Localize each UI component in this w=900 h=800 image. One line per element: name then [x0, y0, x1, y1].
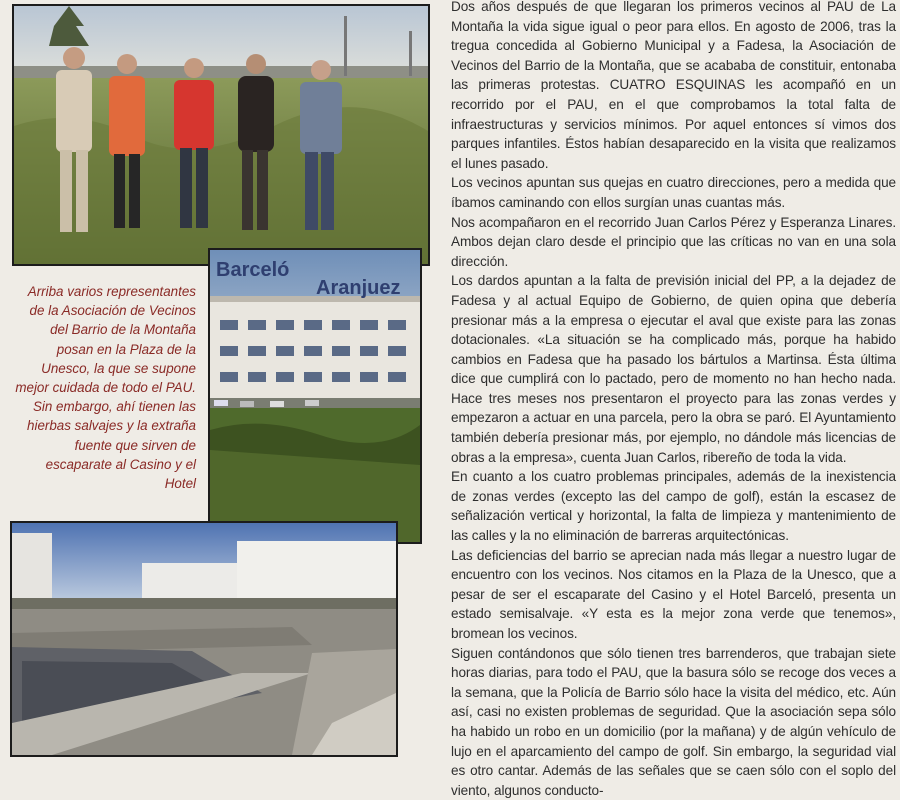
- article-body: [451, 0, 896, 798]
- hotel-photo: [208, 248, 422, 544]
- photo-caption: Arriba varios representantes de la Asociación de Vecinos del Barrio de la Montaña posan en la Plaza de la Unesco, la que se supone mejor cuidada de todo el PAU. Sin embargo, ahí tienen las hierbas salvajes y la extraña fuente que sirven de escaparate al Casino y el Hotel: [15, 284, 196, 492]
- article-paragraph: Las deficiencias del barrio se aprecian nada más llegar a nuestro lugar de encuentro con los vecinos. Nos citamos en la Plaza de la Unesco, que a pesar de ser el escaparate del Casino y el Hotel Barceló, presenta un estado semisalvaje. «Y esta es la mejor zona verde que tenemos», bromean los vecinos.: [451, 547, 896, 641]
- plaza-photo: [10, 521, 398, 757]
- hotel-sign-word2: Aranjuez: [316, 277, 401, 299]
- hotel-sign-word1: Barceló: [216, 259, 290, 281]
- group-photo: [12, 4, 430, 266]
- article-paragraph: Siguen contándonos que sólo tienen tres barrenderos, que trabajan siete horas diarias, para todo el PAU, que la basura sólo se recoge dos veces a la semana, que la Policía de Barrio sólo hace la visita del médico, etc. Aún así, casi no existen problemas de seguridad. Que la asociación sepa sólo ha habido un robo en un domicilio (por la mañana) y de algún vehículo de lujo en el aparcamiento del campo de golf. Sin embargo, la seguridad vial es otro cantar. Además de las señales que se caen sólo con el soplo del viento, algunos conducto-: [451, 645, 896, 798]
- article-paragraph: Los dardos apuntan a la falta de previsión inicial del PP, a la dejadez de Fadesa y al actual Equipo de Gobierno, de quien opina que debería presionar más a la empresa o ejecutar el aval que existe para las zonas dotacionales. «La situación se ha complicado más, porque ha habido cambios en Fadesa que ha pasado los bártulos a Martinsa. Ésta última dice que cumplirá con lo pactado, pero de momento no han hecho nada. Hace tres meses nos presentaron el proyecto para las zonas verdes y empezaron a actuar en una parcela, pero la obra se paró. El Ayuntamiento también debería presionar más, por ejemplo, no dándole más licencias de obras a la empresa», cuenta Juan Carlos, ribereño de toda la vida.: [451, 273, 896, 465]
- article-paragraph: Dos años después de que llegaran los primeros vecinos al PAU de La Montaña la vida sigue igual o peor para ellos. En agosto de 2006, tras la tregua concedida al Gobierno Municipal y a Fadesa, la Asociación de Vecinos del Barrio de la Montaña, que se acababa de constituir, entonaba las primeras protestas. CUATRO ESQUINAS les acompañó en un recorrido por el PAU, en el que comprobamos la total falta de infraestructuras y servicios mínimos. Por aquel entonces sí vimos dos parques infantiles. Éstos habían desaparecido en la visita que realizamos el lunes pasado.: [451, 0, 896, 171]
- article-paragraph: Los vecinos apuntan sus quejas en cuatro direcciones, pero a medida que íbamos caminando con ellos surgían unas cuantas más.: [451, 175, 896, 210]
- article-paragraph: Nos acompañaron en el recorrido Juan Carlos Pérez y Esperanza Linares. Ambos dejan claro desde el principio que las críticas no van en una sola dirección.: [451, 214, 896, 269]
- article-paragraph: En cuanto a los cuatro problemas principales, además de la inexistencia de zonas verdes (excepto las del campo de golf), están la escasez de señalización vertical y horizontal, la falta de limpieza y mantenimiento de las calles y la no eliminación de barreras arquitectónicas.: [451, 469, 896, 544]
